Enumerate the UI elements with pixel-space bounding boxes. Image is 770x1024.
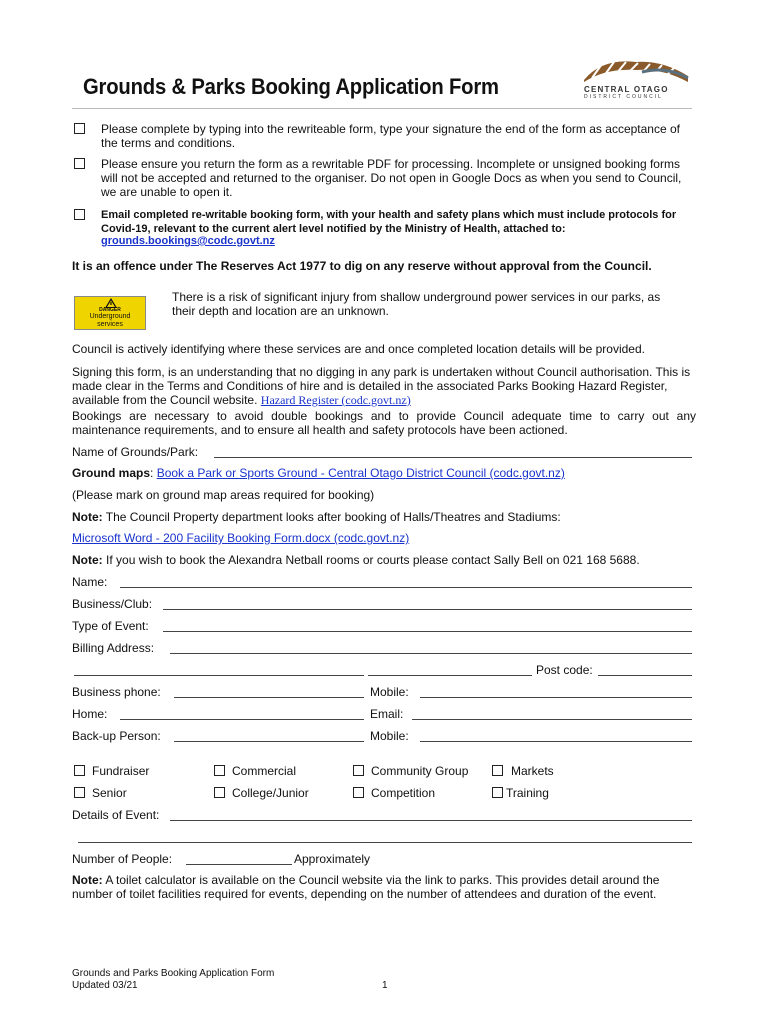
page-number: 1 bbox=[382, 980, 388, 991]
instruction-checkbox-1[interactable] bbox=[74, 123, 85, 134]
number-of-people-field[interactable] bbox=[186, 864, 292, 865]
grounds-name-field[interactable] bbox=[214, 457, 692, 458]
note1-label: Note: bbox=[72, 510, 103, 524]
senior-label: Senior bbox=[92, 786, 127, 800]
danger-sign-bot: services bbox=[97, 321, 123, 328]
danger-sign-mid: Underground bbox=[89, 313, 131, 320]
details-of-event-field-2[interactable] bbox=[78, 842, 692, 843]
backup-person-label: Back-up Person: bbox=[72, 729, 161, 743]
ground-maps-link[interactable]: Book a Park or Sports Ground - Central Otago District Council (codc.govt.nz) bbox=[156, 466, 565, 480]
note2-label: Note: bbox=[72, 553, 103, 567]
instruction-checkbox-2[interactable] bbox=[74, 158, 85, 169]
community-group-checkbox[interactable] bbox=[353, 765, 364, 776]
mark-map-note: (Please mark on ground map areas required for booking) bbox=[72, 488, 375, 502]
toilet-note-text: A toilet calculator is available on the Council website via the link to parks. This provides detail around the number of toilet facilities required for events, depending on the number of attendees and duration of the event. bbox=[72, 873, 660, 901]
logo-sub-text: DISTRICT COUNCIL bbox=[584, 94, 663, 100]
footer-updated: Updated 03/21 bbox=[72, 980, 138, 991]
commercial-label: Commercial bbox=[232, 764, 297, 778]
ground-maps-label: Ground maps bbox=[72, 466, 151, 480]
backup-mobile-label: Mobile: bbox=[370, 729, 409, 743]
note2-text: If you wish to book the Alexandra Netball rooms or courts please contact Sally Bell on 021 168 5688. bbox=[106, 553, 640, 567]
senior-checkbox[interactable] bbox=[74, 787, 85, 798]
address-line-2-field[interactable] bbox=[74, 675, 364, 676]
markets-label: Markets bbox=[511, 764, 554, 778]
instruction-1: Please complete by typing into the rewriteable form, type your signature the end of the form as acceptance of the terms and conditions. bbox=[101, 122, 680, 150]
offence-notice: It is an offence under The Reserves Act 1977 to dig on any reserve without approval from the Council. bbox=[72, 259, 652, 273]
council-identifying-text: Council is actively identifying where these services are and once completed location details will be provided. bbox=[72, 342, 645, 356]
name-field[interactable] bbox=[120, 587, 692, 588]
billing-address-field[interactable] bbox=[170, 653, 692, 654]
warning-text: There is a risk of significant injury from shallow underground power services in our parks, as their depth and location are an unknown. bbox=[172, 290, 661, 318]
commercial-checkbox[interactable] bbox=[214, 765, 225, 776]
instruction-checkbox-3[interactable] bbox=[74, 209, 85, 220]
training-checkbox[interactable] bbox=[492, 787, 503, 798]
business-phone-field[interactable] bbox=[174, 697, 364, 698]
backup-person-field[interactable] bbox=[174, 741, 364, 742]
competition-checkbox[interactable] bbox=[353, 787, 364, 798]
business-phone-label: Business phone: bbox=[72, 685, 161, 699]
mobile-field[interactable] bbox=[420, 697, 692, 698]
danger-sign-top: DANGER bbox=[99, 307, 121, 313]
markets-checkbox[interactable] bbox=[492, 765, 503, 776]
bookings-text: Bookings are necessary to avoid double bookings and to provide Council adequate time to carry out any maintenance requirements, and to ensure all health and safety protocols have been actioned. bbox=[72, 409, 696, 437]
training-label: Training bbox=[506, 786, 549, 800]
name-label: Name: bbox=[72, 575, 108, 589]
community-group-label: Community Group bbox=[371, 764, 469, 778]
note1-text: The Council Property department looks after booking of Halls/Theatres and Stadiums: bbox=[105, 510, 561, 524]
fundraiser-label: Fundraiser bbox=[92, 764, 150, 778]
number-of-people-label: Number of People: bbox=[72, 852, 173, 866]
page-title: Grounds & Parks Booking Application Form bbox=[83, 74, 499, 99]
grounds-name-label: Name of Grounds/Park: bbox=[72, 445, 199, 459]
details-of-event-field[interactable] bbox=[170, 820, 692, 821]
details-of-event-label: Details of Event: bbox=[72, 808, 160, 822]
home-label: Home: bbox=[72, 707, 108, 721]
title-divider bbox=[72, 108, 692, 109]
fundraiser-checkbox[interactable] bbox=[74, 765, 85, 776]
type-of-event-field[interactable] bbox=[163, 631, 692, 632]
danger-sign bbox=[74, 296, 146, 330]
email-field[interactable] bbox=[412, 719, 692, 720]
email-label: Email: bbox=[370, 707, 404, 721]
business-club-label: Business/Club: bbox=[72, 597, 153, 611]
post-code-label: Post code: bbox=[536, 663, 593, 677]
toilet-note-label: Note: bbox=[72, 873, 103, 887]
competition-label: Competition bbox=[371, 786, 436, 800]
college-junior-label: College/Junior bbox=[232, 786, 309, 800]
facility-booking-link[interactable]: Microsoft Word - 200 Facility Booking Form.docx (codc.govt.nz) bbox=[72, 531, 410, 545]
business-club-field[interactable] bbox=[163, 609, 692, 610]
logo-main-text: CENTRAL OTAGO bbox=[584, 85, 669, 94]
instruction-2: Please ensure you return the form as a rewritable PDF for processing. Incomplete or unsigned booking forms will not be accepted and returned to the organiser. Do not open in Google Docs as when you send to Council, we are unable to open it. bbox=[101, 157, 682, 199]
email-link[interactable]: grounds.bookings@codc.govt.nz bbox=[101, 235, 275, 247]
home-field[interactable] bbox=[120, 719, 364, 720]
approximately-label: Approximately bbox=[294, 852, 371, 866]
type-of-event-label: Type of Event: bbox=[72, 619, 149, 633]
instruction-3: Email completed re-writable booking form, with your health and safety plans which must include protocols for Covid-19, relevant to the current alert level notified by the Ministry of Health, attached to: bbox=[101, 209, 677, 235]
signing-text: Signing this form, is an understanding that no digging in any park is undertaken without Council authorisation. This is made clear in the Terms and Conditions of hire and is detailed in the associated Parks Booking Hazard Register, available from the Council website. bbox=[72, 365, 691, 407]
backup-mobile-field[interactable] bbox=[420, 741, 692, 742]
footer-form-name: Grounds and Parks Booking Application Form bbox=[72, 968, 275, 979]
post-code-field[interactable] bbox=[598, 675, 692, 676]
billing-address-label: Billing Address: bbox=[72, 641, 155, 655]
address-line-3-field[interactable] bbox=[368, 675, 532, 676]
council-logo bbox=[582, 56, 690, 102]
hazard-register-link[interactable]: Hazard Register (codc.govt.nz) bbox=[260, 393, 411, 407]
mobile-label: Mobile: bbox=[370, 685, 409, 699]
college-junior-checkbox[interactable] bbox=[214, 787, 225, 798]
